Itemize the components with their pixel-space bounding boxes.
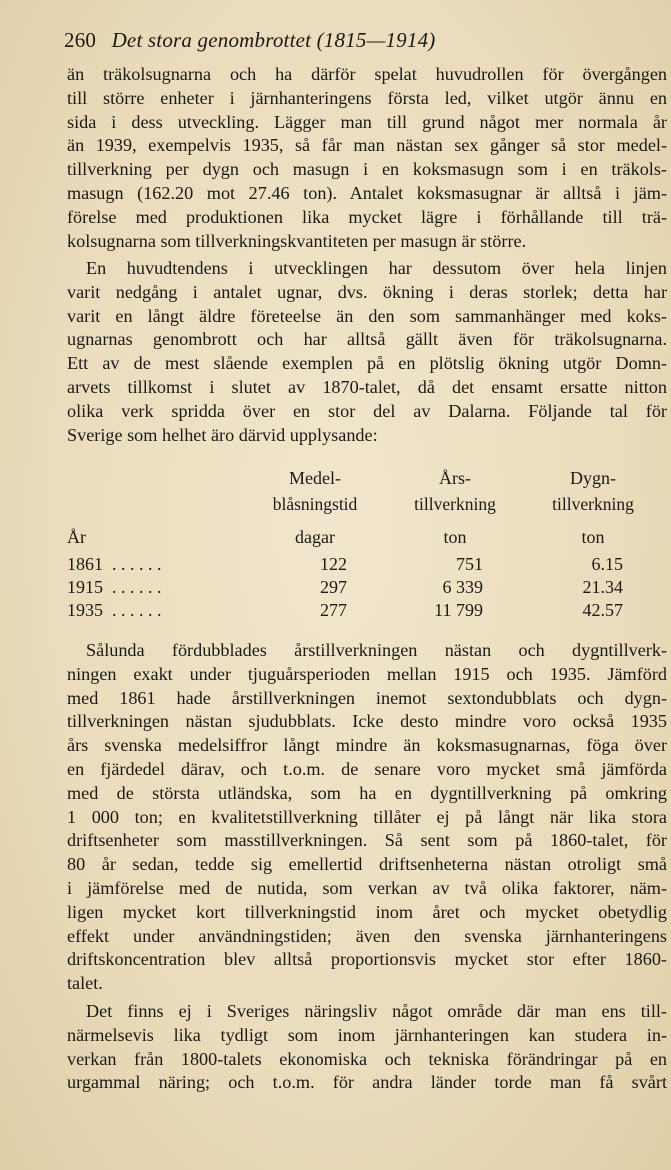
table-row-year: 1935 . . . . . . bbox=[67, 600, 162, 620]
table-cell-blasningstid: 122 bbox=[320, 554, 347, 574]
table-cell-dygntillverkning: 42.57 bbox=[582, 600, 623, 620]
text-line: ligen mycket kort tillverkningstid inom året och mycket obetydlig bbox=[67, 901, 667, 922]
text-line: i jämförelse med de nutida, som verkan av två olika faktorer, näm- bbox=[67, 877, 667, 898]
paragraph-4 bbox=[67, 1000, 667, 1095]
text-line: tillverkning per dygn och masugn i en koksmasugn som i en träkols- bbox=[67, 159, 667, 180]
text-line: än 1939, exempelvis 1935, så får man nästan sex gånger så stor medel- bbox=[67, 135, 667, 156]
dot-leader: . . . . . . bbox=[112, 577, 162, 597]
text-line: ugnarnas genombrott och har alltså gällt även för träkolsugnarna. bbox=[67, 329, 667, 350]
table-header-arstillverkning-1: Års- bbox=[439, 468, 471, 488]
text-line: 80 år sedan, tedde sig emellertid driftsenheterna nästan otroligt små bbox=[67, 854, 667, 875]
text-line: kolsugnarna som tillverkningskvantiteten per masugn är större. bbox=[67, 230, 527, 251]
text-line: till större enheter i järnhanteringens första led, vilket utgör ännu en bbox=[67, 87, 667, 108]
text-line: varit nedgång i antalet ugnar, dvs. ökning i deras storlek; detta har bbox=[67, 281, 667, 302]
table-row-year: 1861 . . . . . . bbox=[67, 554, 162, 574]
table-header-blasningstid-2: blåsningstid bbox=[272, 494, 358, 514]
paragraph-2 bbox=[67, 257, 667, 447]
text-line: en fjärdedel därav, och t.o.m. de senare voro mycket små jämförda bbox=[67, 758, 667, 779]
table-cell-blasningstid: 297 bbox=[320, 577, 347, 597]
text-line: verkan från 1800-talets ekonomiska och tekniska förändringar på en bbox=[67, 1048, 667, 1069]
table-header-arstillverkning-2: tillverkning bbox=[414, 494, 496, 514]
text-line: effekt under användningstiden; även den svenska järnhanteringens bbox=[67, 925, 667, 946]
text-line: ningen exakt under tjuguårsperioden mellan 1915 och 1935. Jämförd bbox=[67, 663, 667, 684]
dot-leader: . . . . . . bbox=[112, 600, 162, 620]
text-line: närmelsevis lika tydligt som inom järnhanteringen kan studera in- bbox=[67, 1024, 667, 1045]
text-line: arvets tillkomst i slutet av 1870-talet, då det ensamt ersatte nitton bbox=[67, 376, 667, 397]
page-number: 260 bbox=[64, 28, 97, 52]
table-header-blasningstid-1: Medel- bbox=[289, 468, 341, 488]
text-line: års svenska medelsiffror långt mindre än koksmasugnarnas, föga över bbox=[67, 735, 667, 756]
text-line: olika verk spridda över en stor del av Dalarna. Följande tal för bbox=[67, 400, 667, 421]
running-title: Det stora genombrottet (1815—1914) bbox=[111, 28, 436, 52]
page-header bbox=[64, 28, 435, 53]
table-unit-ton-dygn: ton bbox=[581, 527, 605, 547]
table-cell-arstillverkning: 751 bbox=[456, 554, 483, 574]
table-cell-arstillverkning: 11 799 bbox=[434, 600, 483, 620]
text-line: tillverkningen nästan sjudubblats. Icke desto mindre voro också 1935 bbox=[67, 711, 667, 732]
table-header-dygntillverkning-2: tillverkning bbox=[552, 494, 634, 514]
paragraph-1 bbox=[67, 63, 667, 253]
text-line: Sålunda fördubblades årstillverkningen nästan och dygntillverk- bbox=[86, 640, 667, 660]
text-line: urgammal näring; och t.o.m. för andra länder torde man få svårt bbox=[67, 1072, 667, 1093]
text-line: driftsenheter som masstillverkningen. Så sent som på 1860-talet, för bbox=[67, 830, 667, 851]
table-header-dygntillverkning-1: Dygn- bbox=[570, 468, 616, 488]
text-line: med de största utländska, som ha en dygntillverkning på omkring bbox=[67, 782, 667, 803]
text-line: Sverige som helhet äro därvid upplysande: bbox=[67, 424, 378, 445]
text-line: Ett av de mest slående exemplen på en plötslig ökning utgör Domn- bbox=[67, 353, 667, 374]
table-cell-blasningstid: 277 bbox=[320, 600, 347, 620]
text-line: än träkolsugnarna och ha därför spelat huvudrollen för övergången bbox=[67, 64, 667, 84]
text-line: med 1861 hade årstillverkningen inemot sextondubblats och dygn- bbox=[67, 687, 667, 708]
dot-leader: . . . . . . bbox=[112, 554, 162, 574]
table-cell-dygntillverkning: 21.34 bbox=[582, 577, 623, 597]
table-year-label: År bbox=[67, 527, 86, 547]
table-unit-ton-ars: ton bbox=[443, 527, 467, 547]
text-line: 1 000 ton; en kvalitetstillverkning tillåter ej på långt när lika stora bbox=[67, 806, 667, 827]
table-unit-dagar: dagar bbox=[295, 527, 335, 547]
text-line: varit en långt äldre företeelse än den som sammanhänger med koks- bbox=[67, 305, 667, 326]
table-cell-arstillverkning: 6 339 bbox=[442, 577, 483, 597]
table-cell-dygntillverkning: 6.15 bbox=[591, 554, 623, 574]
text-line: Det finns ej i Sveriges näringsliv något område där man ens till- bbox=[86, 1001, 667, 1021]
text-line: En huvudtendens i utvecklingen har dessutom över hela linjen bbox=[86, 258, 667, 278]
text-line: masugn (162.20 mot 27.46 ton). Antalet koksmasugnar är alltså i jäm- bbox=[67, 182, 667, 203]
data-table bbox=[67, 468, 667, 628]
text-line: förelse med produktionen lika mycket lägre i förhållande till trä- bbox=[67, 206, 667, 227]
table-row-year: 1915 . . . . . . bbox=[67, 577, 162, 597]
paragraph-3 bbox=[67, 639, 667, 996]
text-line: talet. bbox=[67, 973, 103, 994]
text-line: sida i dess utveckling. Lägger man till grund något mer normala år bbox=[67, 111, 667, 132]
text-line: driftskoncentration blev alltså proportionsvis mycket stor efter 1860- bbox=[67, 949, 667, 970]
